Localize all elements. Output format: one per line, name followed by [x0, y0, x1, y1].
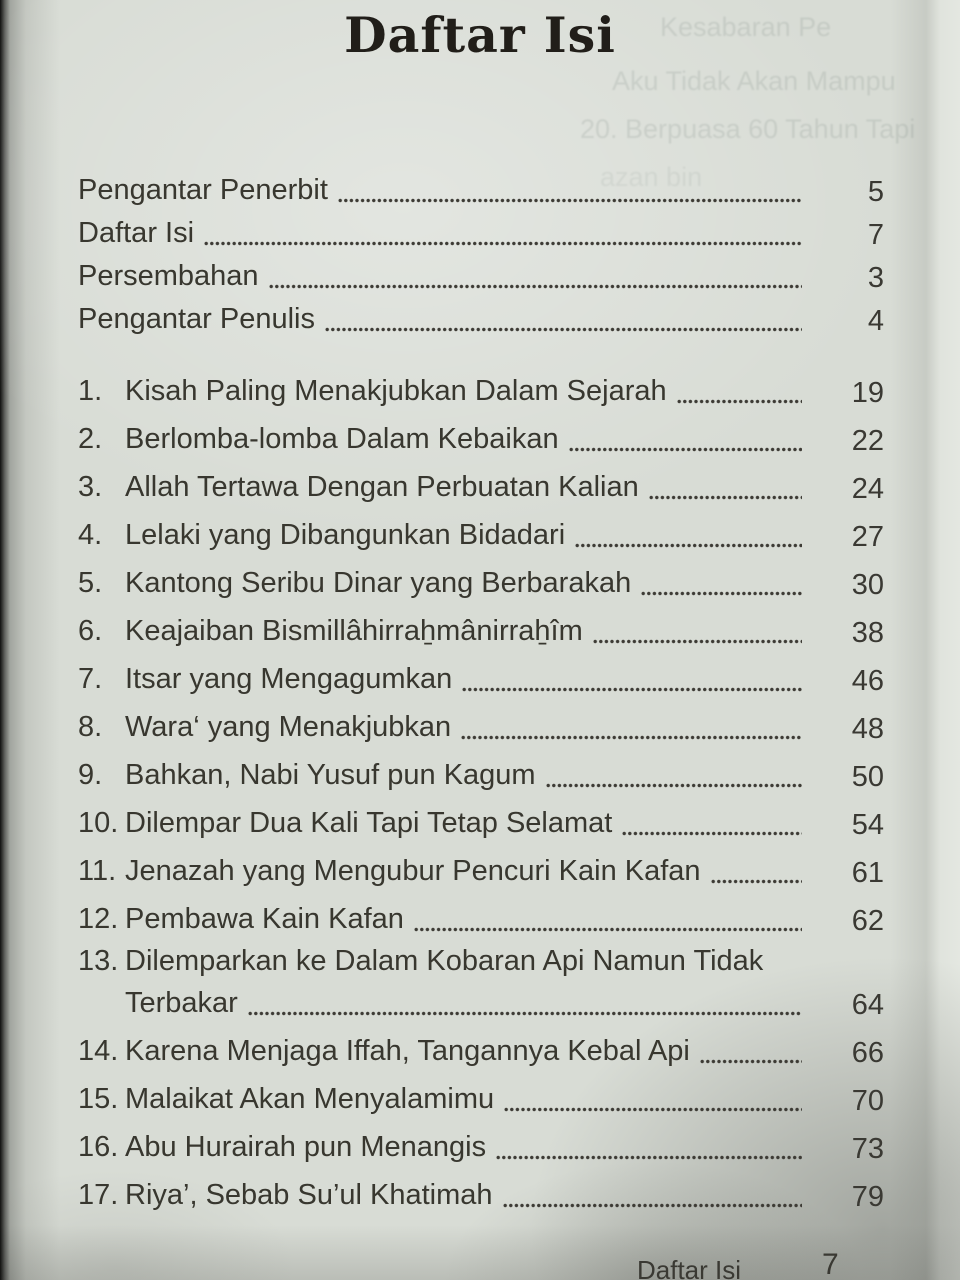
- toc-entry-page: 38: [851, 616, 884, 649]
- toc-entry-title: Daftar Isi: [78, 217, 195, 250]
- toc-entry-title: Abu Hurairah pun Menangis: [125, 1131, 487, 1164]
- toc-entry-page: 48: [851, 712, 884, 745]
- toc-entry-title: Keajaiban Bismillâhirraẖmânirraẖîm: [125, 615, 583, 648]
- toc-entry-title: Pengantar Penulis: [78, 303, 315, 336]
- toc-entry-number: 7.: [78, 663, 103, 696]
- toc-entry-title: Berlomba-lomba Dalam Kebaikan: [125, 423, 559, 456]
- toc-entry-title: Wara‘ yang Menakjubkan: [125, 711, 452, 744]
- toc-entry-title: Persembahan: [78, 260, 259, 293]
- toc-entry-number: 6.: [78, 615, 103, 648]
- dot-leader: [504, 1106, 802, 1113]
- toc-entry-page: 66: [851, 1036, 884, 1069]
- toc-entry-title: Kantong Seribu Dinar yang Berbarakah: [125, 567, 632, 600]
- toc-entry-number: 15.: [78, 1083, 119, 1116]
- toc-entry: [78, 1020, 884, 1068]
- toc-entry-page: 62: [851, 904, 884, 937]
- toc-entry-page: 46: [851, 664, 884, 697]
- toc-entry-title: Lelaki yang Dibangunkan Bidadari: [125, 519, 566, 552]
- running-footer-title: Daftar Isi: [637, 1255, 742, 1280]
- toc-entry-title: Itsar yang Mengagumkan: [125, 663, 453, 696]
- toc-entry: [78, 1116, 884, 1164]
- toc-entry-number: 12.: [78, 903, 119, 936]
- dot-leader: [248, 1010, 802, 1017]
- toc-entry-page: 5: [867, 175, 884, 208]
- toc-entry-title: Kisah Paling Menakjubkan Dalam Sejarah: [125, 375, 667, 408]
- toc-entry-page: 70: [851, 1084, 884, 1117]
- toc-entry-number: 10.: [78, 807, 119, 840]
- toc-entry-number: 5.: [78, 567, 103, 600]
- dot-leader: [575, 542, 802, 549]
- toc-entry-title: Dilemparkan ke Dalam Kobaran Api Namun Tidak: [125, 945, 764, 978]
- toc-entry-page: 61: [851, 856, 884, 889]
- chapter-list: [78, 360, 884, 1212]
- toc-entry-title: Terbakar: [125, 987, 238, 1020]
- toc-entry: [78, 792, 884, 840]
- toc-entry-number: 3.: [78, 471, 103, 504]
- toc-entry-title: Bahkan, Nabi Yusuf pun Kagum: [125, 759, 536, 792]
- toc-entry-number: 9.: [78, 759, 103, 792]
- toc-entry-number: 4.: [78, 519, 103, 552]
- toc-entry-page: 22: [851, 424, 884, 457]
- toc-entry-title: Malaikat Akan Menyalamimu: [125, 1083, 495, 1116]
- toc-entry-page: 30: [851, 568, 884, 601]
- toc-entry: [78, 504, 884, 552]
- toc-entry-page: 7: [867, 218, 884, 251]
- toc-entry-page: 54: [851, 808, 884, 841]
- toc-entry-title: Riya’, Sebab Su’ul Khatimah: [125, 1179, 493, 1212]
- toc-entry-line-2: [78, 978, 884, 1020]
- toc-entry: [78, 936, 884, 1020]
- dot-leader: [414, 926, 802, 933]
- toc-entry-page: 3: [867, 261, 884, 294]
- toc-entry: [78, 1068, 884, 1116]
- toc-entry-page: 50: [851, 760, 884, 793]
- dot-leader: [649, 494, 802, 501]
- dot-leader: [461, 734, 802, 741]
- toc-entry-number: 11.: [78, 855, 117, 888]
- toc-entry: [78, 360, 884, 408]
- toc-entry: [78, 207, 884, 250]
- toc-entry: [78, 293, 884, 336]
- toc-entry: [78, 164, 884, 207]
- toc-entry-page: 4: [867, 304, 884, 337]
- toc-entry-number: 14.: [78, 1035, 119, 1068]
- toc-entry-page: 19: [851, 376, 884, 409]
- toc-entry-page: 27: [851, 520, 884, 553]
- toc-entry: [78, 250, 884, 293]
- toc-entry: [78, 696, 884, 744]
- toc-entry: [78, 552, 884, 600]
- dot-leader: [503, 1202, 802, 1209]
- page-title: Daftar Isi: [344, 6, 616, 64]
- bleedthrough-text: azan bin: [600, 162, 703, 192]
- toc-entry-page: 64: [851, 988, 884, 1021]
- dot-leader: [593, 638, 802, 645]
- toc-entry-page: 79: [851, 1180, 884, 1213]
- toc-entry: [78, 888, 884, 936]
- front-matter-list: [78, 164, 884, 336]
- toc-entry: [78, 648, 884, 696]
- toc-entry-number: 1.: [78, 375, 103, 408]
- dot-leader: [338, 197, 802, 204]
- toc-entry-number: 13.: [78, 945, 119, 978]
- toc-entry-page: 73: [851, 1132, 884, 1165]
- dot-leader: [700, 1058, 802, 1065]
- dot-leader: [622, 830, 802, 837]
- bleedthrough-text: Aku Tidak Akan Mampu: [612, 66, 896, 96]
- dot-leader: [325, 326, 802, 333]
- toc-entry-title: Pengantar Penerbit: [78, 174, 328, 207]
- dot-leader: [711, 878, 802, 885]
- toc-entry: [78, 600, 884, 648]
- toc-entry-number: 17.: [78, 1179, 119, 1212]
- toc-entry: [78, 840, 884, 888]
- dot-leader: [496, 1154, 802, 1161]
- toc-entry-number: 8.: [78, 711, 103, 744]
- toc-entry: [78, 408, 884, 456]
- toc-entry-line-1: [78, 936, 884, 978]
- toc-entry-title: Jenazah yang Mengubur Pencuri Kain Kafan: [125, 855, 701, 888]
- toc-entry-title: Allah Tertawa Dengan Perbuatan Kalian: [125, 471, 639, 504]
- toc-entry-title: Dilempar Dua Kali Tapi Tetap Selamat: [125, 807, 613, 840]
- dot-leader: [641, 590, 802, 597]
- toc-entry: [78, 1164, 884, 1212]
- running-footer-page-number: 7: [822, 1248, 839, 1280]
- toc-entry-number: 2.: [78, 423, 103, 456]
- toc-entry-number: 16.: [78, 1131, 119, 1164]
- toc-entry: [78, 744, 884, 792]
- bleedthrough-text: Kesabaran Pe: [660, 12, 832, 42]
- dot-leader: [204, 240, 802, 247]
- toc-entry: [78, 456, 884, 504]
- toc-entry-title: Pembawa Kain Kafan: [125, 903, 404, 936]
- bleedthrough-text: 20. Berpuasa 60 Tahun Tapi: [580, 114, 916, 144]
- dot-leader: [677, 398, 802, 405]
- dot-leader: [569, 446, 802, 453]
- dot-leader: [546, 782, 802, 789]
- toc-entry-page: 24: [851, 472, 884, 505]
- dot-leader: [462, 686, 802, 693]
- toc-entry-title: Karena Menjaga Iffah, Tangannya Kebal Api: [125, 1035, 690, 1068]
- dot-leader: [269, 283, 802, 290]
